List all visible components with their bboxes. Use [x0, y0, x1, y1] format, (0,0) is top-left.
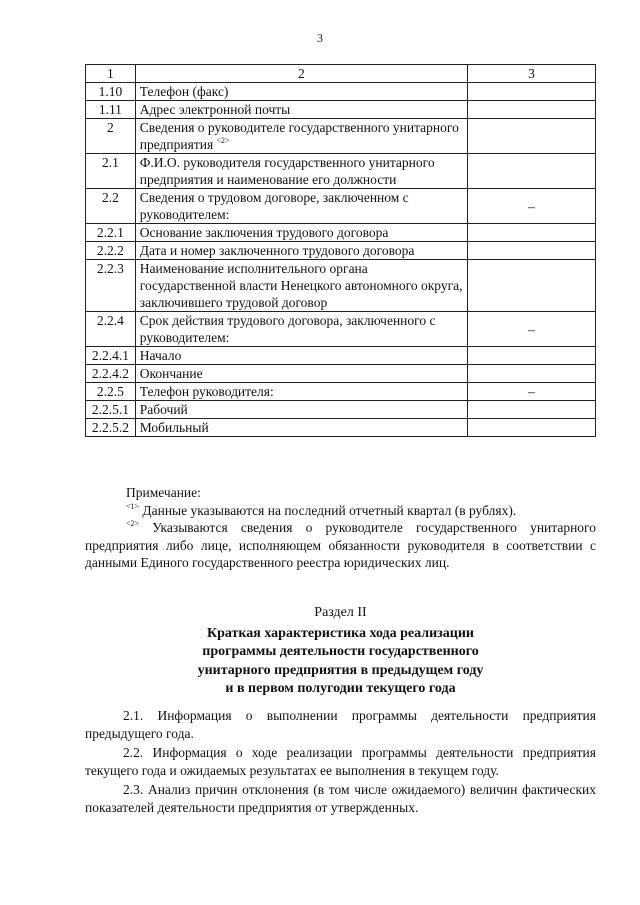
row-number: 1.10 — [86, 83, 136, 101]
row-number: 2.2.2 — [86, 242, 136, 260]
paragraph-2-3: 2.3. Анализ причин отклонения (в том числе ожидаемого) величин фактических показателей деятельности предприятия от утвержденных. — [85, 782, 596, 815]
table-row — [86, 383, 596, 401]
section-heading-line: унитарного предприятия в предыдущем году — [197, 662, 484, 678]
table-header-row — [86, 65, 596, 83]
row-value — [467, 242, 595, 260]
row-value — [467, 224, 595, 242]
header-col-2: 2 — [135, 65, 467, 83]
row-text: Телефон руководителя: — [135, 383, 467, 401]
table-row — [86, 312, 596, 347]
row-text: Основание заключения трудового договора — [135, 224, 467, 242]
notes-title: Примечание: — [126, 485, 201, 500]
row-value — [467, 260, 595, 312]
row-text-content: Сведения о руководителе государственного унитарного предприятия — [139, 120, 459, 152]
row-number: 2.2.4.2 — [86, 365, 136, 383]
row-number: 2.2.4.1 — [86, 347, 136, 365]
row-value: – — [467, 383, 595, 401]
row-value — [467, 419, 595, 437]
row-number: 1.11 — [86, 101, 136, 119]
row-value: – — [467, 312, 595, 347]
table-row — [86, 419, 596, 437]
note-2-ref: <2> — [126, 519, 140, 528]
row-number: 2 — [86, 119, 136, 154]
page-number: 3 — [317, 31, 323, 45]
row-number: 2.2.1 — [86, 224, 136, 242]
row-number: 2.2 — [86, 189, 136, 224]
row-value — [467, 347, 595, 365]
section-header — [85, 604, 596, 699]
note-2-text: Указываются сведения о руководителе государственного унитарного предприятия либо лице, исполняющем обязанности руководителя в соответствии с данными Единого государственного реестра юридических лиц. — [85, 520, 596, 570]
table-row — [86, 260, 596, 312]
row-number: 2.2.5.2 — [86, 419, 136, 437]
row-number: 2.1 — [86, 154, 136, 189]
table-row — [86, 119, 596, 154]
note-1 — [85, 502, 596, 520]
row-number: 2.2.3 — [86, 260, 136, 312]
row-value — [467, 401, 595, 419]
row-text: Окончание — [135, 365, 467, 383]
row-value: – — [467, 189, 595, 224]
table-row — [86, 189, 596, 224]
row-text: Ф.И.О. руководителя государственного унитарного предприятия и наименование его должности — [135, 154, 467, 189]
row-text: Рабочий — [135, 401, 467, 419]
table-row — [86, 101, 596, 119]
row-number: 2.2.4 — [86, 312, 136, 347]
section-heading-line: и в первом полугодии текущего года — [225, 681, 456, 696]
paragraph-2-1: 2.1. Информация о выполнении программы деятельности предприятия предыдущего года. — [85, 708, 596, 741]
table-row — [86, 154, 596, 189]
row-text: Начало — [135, 347, 467, 365]
row-number: 2.2.5.1 — [86, 401, 136, 419]
section-heading — [85, 625, 596, 699]
table-row — [86, 83, 596, 101]
row-text: Сведения о трудовом договоре, заключенном с руководителем: — [135, 189, 467, 224]
footnote-ref: <2> — [216, 136, 230, 145]
row-text: Адрес электронной почты — [135, 101, 467, 119]
row-number: 2.2.5 — [86, 383, 136, 401]
row-value — [467, 365, 595, 383]
row-value — [467, 119, 595, 154]
row-text: Мобильный — [135, 419, 467, 437]
row-text — [135, 119, 467, 154]
table-row — [86, 347, 596, 365]
row-text: Телефон (факс) — [135, 83, 467, 101]
table-row — [86, 401, 596, 419]
note-1-ref: <1> — [126, 501, 140, 511]
table-row — [86, 365, 596, 383]
note-2 — [85, 519, 596, 572]
row-value — [467, 154, 595, 189]
row-text: Наименование исполнительного органа государственной власти Ненецкого автономного округа, заключившего трудовой договор — [135, 260, 467, 312]
info-table — [85, 64, 596, 437]
section-heading-line: Краткая характеристика хода реализации — [206, 625, 475, 641]
section-label: Раздел II — [314, 605, 367, 620]
row-text: Срок действия трудового договора, заключенного с руководителем: — [135, 312, 467, 347]
row-value — [467, 83, 595, 101]
header-col-1: 1 — [86, 65, 136, 83]
header-col-3: 3 — [467, 65, 595, 83]
section-paragraphs — [85, 707, 596, 818]
note-1-text: Данные указываются на последний отчетный квартал (в рублях). — [142, 502, 517, 518]
table-row — [86, 242, 596, 260]
row-value — [467, 101, 595, 119]
section-heading-line: программы деятельности государственного — [202, 644, 479, 659]
notes-block — [85, 484, 596, 572]
paragraph-2-2: 2.2. Информация о ходе реализации программы деятельности предприятия текущего года и ожидаемых результатах ее выполнения в текущем году. — [85, 745, 596, 778]
row-text: Дата и номер заключенного трудового договора — [135, 242, 467, 260]
table-row — [86, 224, 596, 242]
